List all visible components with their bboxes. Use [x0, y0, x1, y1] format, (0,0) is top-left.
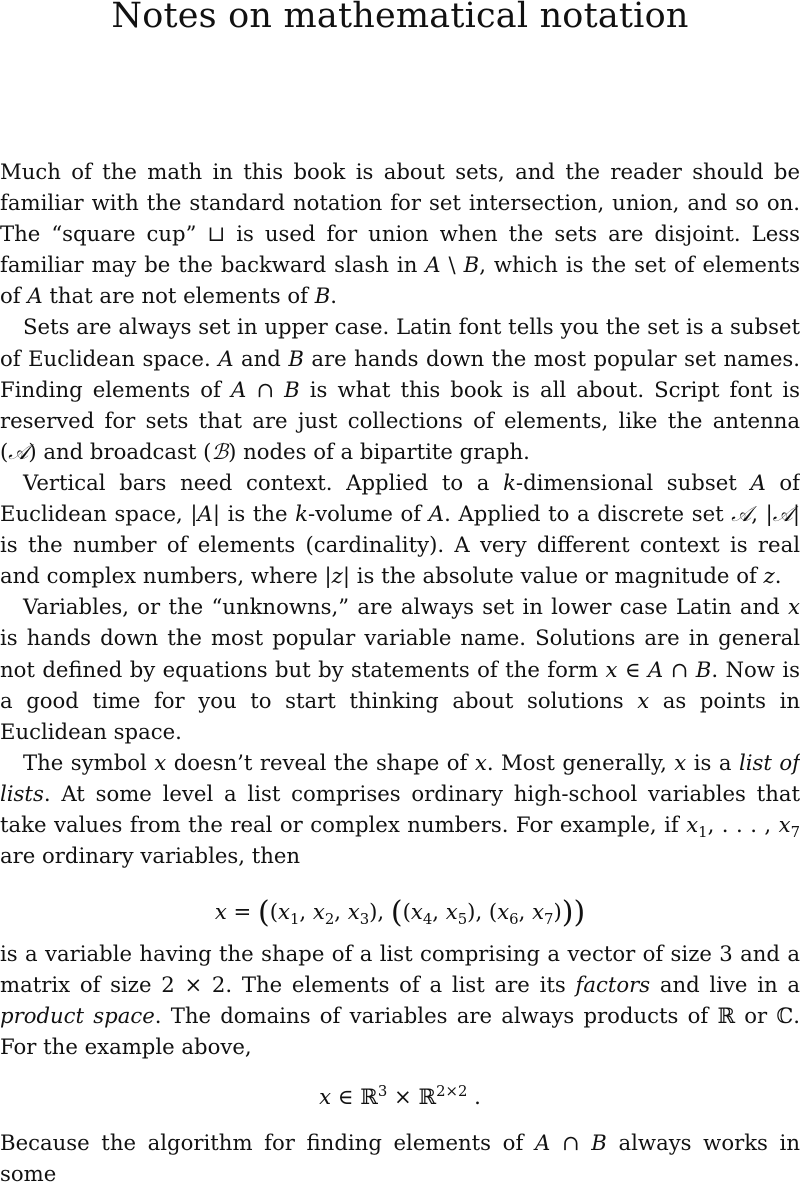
- page-title: Notes on mathematical notation: [111, 0, 689, 36]
- display-equation-2: x ∈ ℝ$^3$ × ℝ$^{2\times 2}$ .: [319, 1082, 481, 1109]
- body-text: [0, 156, 800, 1189]
- paragraph-1: Much of the math in this book is about sets, and the reader should be familiar with the standard notation for set intersection, union, and so on. The “square cup” ⊔ is used for union when the sets are disjoint. Less familiar may be the backward slash in A \ B, which is the set of elements of A that are not elements of B.: [0, 159, 800, 309]
- paragraph-7: Because the algorithm for finding elements of A ∩ B always works in some: [0, 1129, 800, 1186]
- paragraph-2: Sets are always set in upper case. Latin font tells you the set is a subset of Euclidean space. A and B are hands down the most popular set names. Finding elements of A ∩ B is what this book is all about. Script font is reserved for sets that are just collections of elements, like the antenna (𝒜) and broadcast (ℬ) nodes of a bipartite graph.: [0, 314, 800, 464]
- paragraph-3: Vertical bars need context. Applied to a k-dimensional subset A of Euclidean space, |A| is the k-volume of A. Applied to a discrete set 𝒜, |𝒜| is the number of elements (cardinality). A very different context is real and complex numbers, where |z| is the absolute value or magnitude of z.: [0, 469, 800, 589]
- display-equation-1: $x = ((x_1$, $x_2$, $x_3$), (($x_4$, $x_5$), ($x_6$, $x_7$))): [214, 895, 586, 931]
- paragraph-5: The symbol x doesn’t reveal the shape of x. Most generally, x is a list of lists. At some level a list comprises ordinary high-school variables that take values from the real or complex numbers. For example, if $x_1$, . . . , $x_7$ are ordinary variables, then: [0, 749, 800, 869]
- paragraph-4: Variables, or the “unknowns,” are always set in lower case Latin and x is hands down the most popular variable name. Solutions are in general not defined by equations but by statements of the form x ∈ A ∩ B. Now is a good time for you to start thinking about solutions x as points in Euclidean space.: [0, 594, 800, 744]
- paragraph-6: is a variable having the shape of a list comprising a vector of size 3 and a matrix of size 2 × 2. The elements of a list are its factors and live in a product space. The domains of variables are always products of ℝ or ℂ. For the example above,: [0, 941, 800, 1060]
